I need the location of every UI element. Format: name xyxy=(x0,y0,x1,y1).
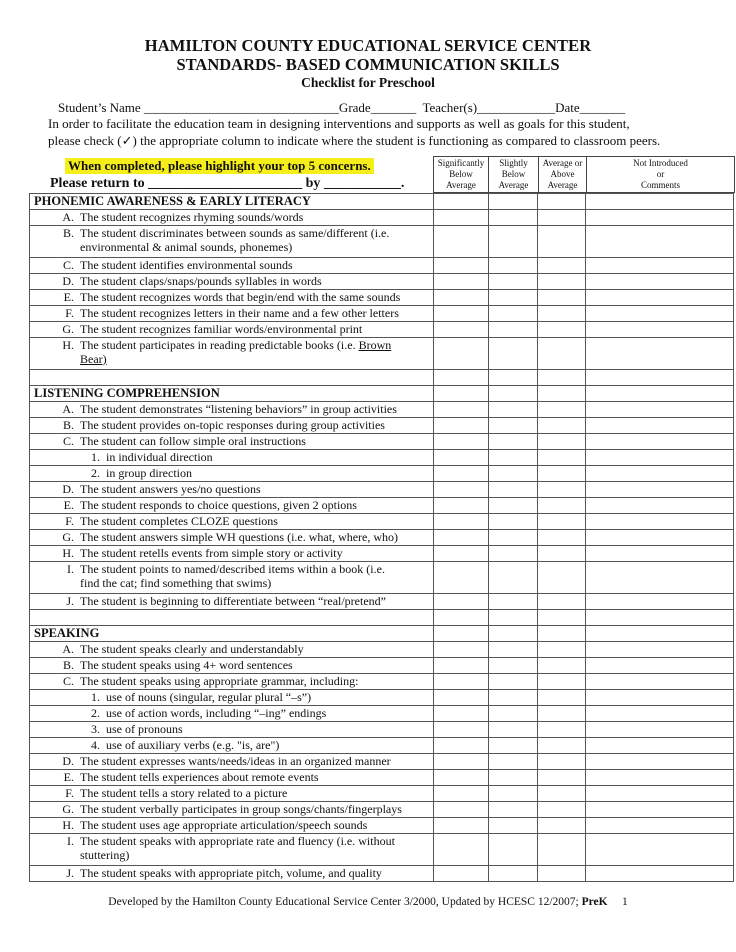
check-cell[interactable] xyxy=(434,338,489,370)
section-title-phonemic: PHONEMIC AWARENESS & EARLY LITERACY xyxy=(30,194,434,210)
check-cell[interactable] xyxy=(434,466,489,482)
spacer-row xyxy=(30,610,734,626)
comment-cell[interactable] xyxy=(586,514,734,530)
check-cell[interactable] xyxy=(489,210,538,226)
check-cell[interactable] xyxy=(538,402,586,418)
comment-cell[interactable] xyxy=(586,754,734,770)
check-cell[interactable] xyxy=(434,418,489,434)
column-slightly-below: Slightly Below Average xyxy=(489,157,539,193)
comment-cell[interactable] xyxy=(586,802,734,818)
check-cell[interactable] xyxy=(538,194,586,210)
comment-cell[interactable] xyxy=(586,642,734,658)
check-cell[interactable] xyxy=(434,642,489,658)
check-cell[interactable] xyxy=(538,786,586,802)
check-cell[interactable] xyxy=(489,434,538,450)
check-cell[interactable] xyxy=(489,722,538,738)
comment-cell[interactable] xyxy=(586,866,734,882)
check-cell[interactable] xyxy=(489,738,538,754)
check-cell[interactable] xyxy=(538,274,586,290)
check-cell[interactable] xyxy=(489,642,538,658)
check-cell[interactable] xyxy=(538,498,586,514)
check-cell[interactable] xyxy=(434,754,489,770)
check-cell[interactable] xyxy=(538,466,586,482)
check-cell[interactable] xyxy=(489,290,538,306)
table-row: F. The student completes CLOZE questions xyxy=(30,514,734,530)
check-cell[interactable] xyxy=(434,514,489,530)
column-significantly-below: Significantly Below Average xyxy=(434,157,489,193)
check-cell[interactable] xyxy=(538,370,586,386)
page-number: 1 xyxy=(621,896,628,908)
comment-cell[interactable] xyxy=(586,658,734,674)
check-cell[interactable] xyxy=(489,866,538,882)
footer-text: Developed by the Hamilton County Educational Service Center 3/2000, Updated by HCESC 12/2007; xyxy=(108,896,582,908)
check-cell[interactable] xyxy=(489,658,538,674)
table-row: 4. use of auxiliary verbs (e.g. "is, are") xyxy=(30,738,734,754)
table-row: A. The student speaks clearly and understandably xyxy=(30,642,734,658)
table-row: 2. in group direction xyxy=(30,466,734,482)
check-cell[interactable] xyxy=(489,834,538,866)
check-cell[interactable] xyxy=(538,866,586,882)
table-row: G. The student verbally participates in group songs/chants/fingerplays xyxy=(30,802,734,818)
table-row: G. The student recognizes familiar words/environmental print xyxy=(30,322,734,338)
comment-cell[interactable] xyxy=(586,274,734,290)
table-row: E. The student tells experiences about remote events xyxy=(30,770,734,786)
check-cell[interactable] xyxy=(434,834,489,866)
return-line: Please return to ______________________ by ___________. xyxy=(50,176,405,191)
check-cell[interactable] xyxy=(434,322,489,338)
table-row: A. The student demonstrates “listening behaviors” in group activities xyxy=(30,402,734,418)
check-cell[interactable] xyxy=(489,802,538,818)
comment-cell[interactable] xyxy=(586,738,734,754)
table-row: H. The student retells events from simple story or activity xyxy=(30,546,734,562)
table-row: D. The student expresses wants/needs/ideas in an organized manner xyxy=(30,754,734,770)
comment-cell[interactable] xyxy=(586,594,734,610)
check-cell[interactable] xyxy=(434,866,489,882)
comment-cell[interactable] xyxy=(586,610,734,626)
table-row: C. The student speaks using appropriate grammar, including: xyxy=(30,674,734,690)
comment-cell[interactable] xyxy=(586,498,734,514)
comment-cell[interactable] xyxy=(586,290,734,306)
check-cell[interactable] xyxy=(538,754,586,770)
comment-cell[interactable] xyxy=(586,690,734,706)
student-info-line: Student’s Name ______________________________Grade_______ Teacher(s)____________Date_______ xyxy=(58,100,626,115)
column-not-introduced: Not Introduced or Comments xyxy=(587,157,735,193)
check-cell[interactable] xyxy=(538,642,586,658)
instruction-line-2: please check (✓) the appropriate column to indicate where the student is functioning as compared to classroom peers. xyxy=(48,133,661,148)
table-row: B. The student speaks using 4+ word sentences xyxy=(30,658,734,674)
check-cell[interactable] xyxy=(434,290,489,306)
check-cell[interactable] xyxy=(489,386,538,402)
table-row: 1. use of nouns (singular, regular plural “–s”) xyxy=(30,690,734,706)
check-cell[interactable] xyxy=(538,258,586,274)
check-cell[interactable] xyxy=(434,562,489,594)
section-title-listening: LISTENING COMPREHENSION xyxy=(30,386,434,402)
check-cell[interactable] xyxy=(434,434,489,450)
comment-cell[interactable] xyxy=(586,786,734,802)
check-cell[interactable] xyxy=(489,226,538,258)
comment-cell[interactable] xyxy=(586,818,734,834)
check-cell[interactable] xyxy=(538,802,586,818)
comment-cell[interactable] xyxy=(586,450,734,466)
column-average-or-above: Average or Above Average xyxy=(539,157,587,193)
check-cell[interactable] xyxy=(538,706,586,722)
rating-column-headers xyxy=(433,156,735,193)
table-row: H. The student uses age appropriate articulation/speech sounds xyxy=(30,818,734,834)
table-row: J. The student is beginning to differentiate between “real/pretend” xyxy=(30,594,734,610)
check-cell[interactable] xyxy=(434,674,489,690)
footer-grade: PreK xyxy=(581,896,608,908)
comment-cell[interactable] xyxy=(586,706,734,722)
section-header-row xyxy=(30,626,734,642)
check-cell[interactable] xyxy=(538,738,586,754)
check-cell[interactable] xyxy=(489,194,538,210)
comment-cell[interactable] xyxy=(586,386,734,402)
check-cell[interactable] xyxy=(434,690,489,706)
document-title: HAMILTON COUNTY EDUCATIONAL SERVICE CENTER xyxy=(144,36,592,55)
comment-cell[interactable] xyxy=(586,418,734,434)
check-cell[interactable] xyxy=(538,610,586,626)
check-cell[interactable] xyxy=(434,658,489,674)
check-cell[interactable] xyxy=(489,754,538,770)
table-row: I. The student points to named/described items within a book (i.e. find the cat; find something that swims) xyxy=(30,562,734,594)
comment-cell[interactable] xyxy=(586,194,734,210)
check-cell[interactable] xyxy=(434,722,489,738)
page-footer xyxy=(0,896,736,908)
comment-cell[interactable] xyxy=(586,322,734,338)
check-cell[interactable] xyxy=(489,674,538,690)
section-header-row xyxy=(30,386,734,402)
comment-cell[interactable] xyxy=(586,402,734,418)
check-cell[interactable] xyxy=(434,386,489,402)
comment-cell[interactable] xyxy=(586,530,734,546)
check-cell[interactable] xyxy=(538,834,586,866)
check-cell[interactable] xyxy=(434,274,489,290)
comment-cell[interactable] xyxy=(586,306,734,322)
check-cell[interactable] xyxy=(489,690,538,706)
table-row: C. The student identifies environmental sounds xyxy=(30,258,734,274)
checklist-title: Checklist for Preschool xyxy=(301,75,435,90)
check-cell[interactable] xyxy=(538,450,586,466)
check-cell[interactable] xyxy=(489,402,538,418)
table-row: F. The student recognizes letters in their name and a few other letters xyxy=(30,306,734,322)
check-cell[interactable] xyxy=(538,594,586,610)
check-cell[interactable] xyxy=(538,562,586,594)
check-cell[interactable] xyxy=(538,210,586,226)
check-cell[interactable] xyxy=(538,386,586,402)
check-cell[interactable] xyxy=(434,706,489,722)
checklist-table xyxy=(29,193,734,882)
check-cell[interactable] xyxy=(489,610,538,626)
check-cell[interactable] xyxy=(434,482,489,498)
instruction-line-1: In order to facilitate the education team in designing interventions and supports as well as goals for this student, xyxy=(48,116,630,131)
check-cell[interactable] xyxy=(489,482,538,498)
check-cell[interactable] xyxy=(489,498,538,514)
check-cell[interactable] xyxy=(434,258,489,274)
comment-cell[interactable] xyxy=(586,546,734,562)
comment-cell[interactable] xyxy=(586,258,734,274)
comment-cell[interactable] xyxy=(586,562,734,594)
check-cell[interactable] xyxy=(434,450,489,466)
table-row: 1. in individual direction xyxy=(30,450,734,466)
comment-cell[interactable] xyxy=(586,338,734,370)
table-row: B. The student discriminates between sounds as same/different (i.e. environmental & animal sounds, phonemes) xyxy=(30,226,734,258)
check-cell[interactable] xyxy=(434,226,489,258)
comment-cell[interactable] xyxy=(586,722,734,738)
check-cell[interactable] xyxy=(489,418,538,434)
check-cell[interactable] xyxy=(489,786,538,802)
table-row: E. The student responds to choice questions, given 2 options xyxy=(30,498,734,514)
table-row: D. The student claps/snaps/pounds syllables in words xyxy=(30,274,734,290)
check-cell[interactable] xyxy=(489,546,538,562)
check-cell[interactable] xyxy=(434,546,489,562)
comment-cell[interactable] xyxy=(586,770,734,786)
check-cell[interactable] xyxy=(538,418,586,434)
check-cell[interactable] xyxy=(434,370,489,386)
check-cell[interactable] xyxy=(434,818,489,834)
check-cell[interactable] xyxy=(538,322,586,338)
check-cell[interactable] xyxy=(434,738,489,754)
document-subtitle: STANDARDS- BASED COMMUNICATION SKILLS xyxy=(176,55,560,74)
table-row: E. The student recognizes words that begin/end with the same sounds xyxy=(30,290,734,306)
check-cell[interactable] xyxy=(489,450,538,466)
comment-cell[interactable] xyxy=(586,210,734,226)
comment-cell[interactable] xyxy=(586,834,734,866)
table-row: B. The student provides on-topic responses during group activities xyxy=(30,418,734,434)
check-cell[interactable] xyxy=(434,530,489,546)
comment-cell[interactable] xyxy=(586,626,734,642)
check-cell[interactable] xyxy=(538,530,586,546)
table-row: C. The student can follow simple oral instructions xyxy=(30,434,734,450)
check-cell[interactable] xyxy=(538,546,586,562)
check-cell[interactable] xyxy=(538,338,586,370)
spacer-row xyxy=(30,370,734,386)
check-cell[interactable] xyxy=(434,210,489,226)
table-row: 3. use of pronouns xyxy=(30,722,734,738)
check-cell[interactable] xyxy=(538,770,586,786)
check-cell[interactable] xyxy=(489,258,538,274)
comment-cell[interactable] xyxy=(586,370,734,386)
section-header-row xyxy=(30,194,734,210)
comment-cell[interactable] xyxy=(586,482,734,498)
table-row: F. The student tells a story related to a picture xyxy=(30,786,734,802)
highlight-note: When completed, please highlight your top 5 concerns. xyxy=(65,158,374,174)
check-cell[interactable] xyxy=(538,514,586,530)
check-cell[interactable] xyxy=(489,274,538,290)
check-cell[interactable] xyxy=(538,722,586,738)
check-cell[interactable] xyxy=(434,770,489,786)
check-cell[interactable] xyxy=(489,626,538,642)
check-cell[interactable] xyxy=(434,306,489,322)
check-cell[interactable] xyxy=(538,626,586,642)
comment-cell[interactable] xyxy=(586,434,734,450)
table-row: 2. use of action words, including “–ing” endings xyxy=(30,706,734,722)
comment-cell[interactable] xyxy=(586,226,734,258)
check-cell[interactable] xyxy=(538,674,586,690)
check-cell[interactable] xyxy=(538,226,586,258)
table-row: I. The student speaks with appropriate rate and fluency (i.e. without stuttering) xyxy=(30,834,734,866)
check-cell[interactable] xyxy=(434,786,489,802)
check-cell[interactable] xyxy=(434,594,489,610)
comment-cell[interactable] xyxy=(586,674,734,690)
check-cell[interactable] xyxy=(434,194,489,210)
check-cell[interactable] xyxy=(489,322,538,338)
check-cell[interactable] xyxy=(489,706,538,722)
check-cell[interactable] xyxy=(489,338,538,370)
check-cell[interactable] xyxy=(489,530,538,546)
check-cell[interactable] xyxy=(489,370,538,386)
check-cell[interactable] xyxy=(434,498,489,514)
check-cell[interactable] xyxy=(538,306,586,322)
check-cell[interactable] xyxy=(434,626,489,642)
table-row: J. The student speaks with appropriate pitch, volume, and quality xyxy=(30,866,734,882)
table-row: D. The student answers yes/no questions xyxy=(30,482,734,498)
check-cell[interactable] xyxy=(489,818,538,834)
comment-cell[interactable] xyxy=(586,466,734,482)
section-title-speaking: SPEAKING xyxy=(30,626,434,642)
check-cell[interactable] xyxy=(489,562,538,594)
table-row: G. The student answers simple WH questions (i.e. what, where, who) xyxy=(30,530,734,546)
check-cell[interactable] xyxy=(538,482,586,498)
check-cell[interactable] xyxy=(434,402,489,418)
check-cell[interactable] xyxy=(489,466,538,482)
check-cell[interactable] xyxy=(538,818,586,834)
check-cell[interactable] xyxy=(489,770,538,786)
check-cell[interactable] xyxy=(489,594,538,610)
check-cell[interactable] xyxy=(489,306,538,322)
check-cell[interactable] xyxy=(538,290,586,306)
check-cell[interactable] xyxy=(538,690,586,706)
check-cell[interactable] xyxy=(434,802,489,818)
check-cell[interactable] xyxy=(538,434,586,450)
table-row: A. The student recognizes rhyming sounds/words xyxy=(30,210,734,226)
check-cell[interactable] xyxy=(489,514,538,530)
table-row: H. The student participates in reading predictable books (i.e. Brown Bear) xyxy=(30,338,734,370)
check-cell[interactable] xyxy=(434,610,489,626)
check-cell[interactable] xyxy=(538,658,586,674)
